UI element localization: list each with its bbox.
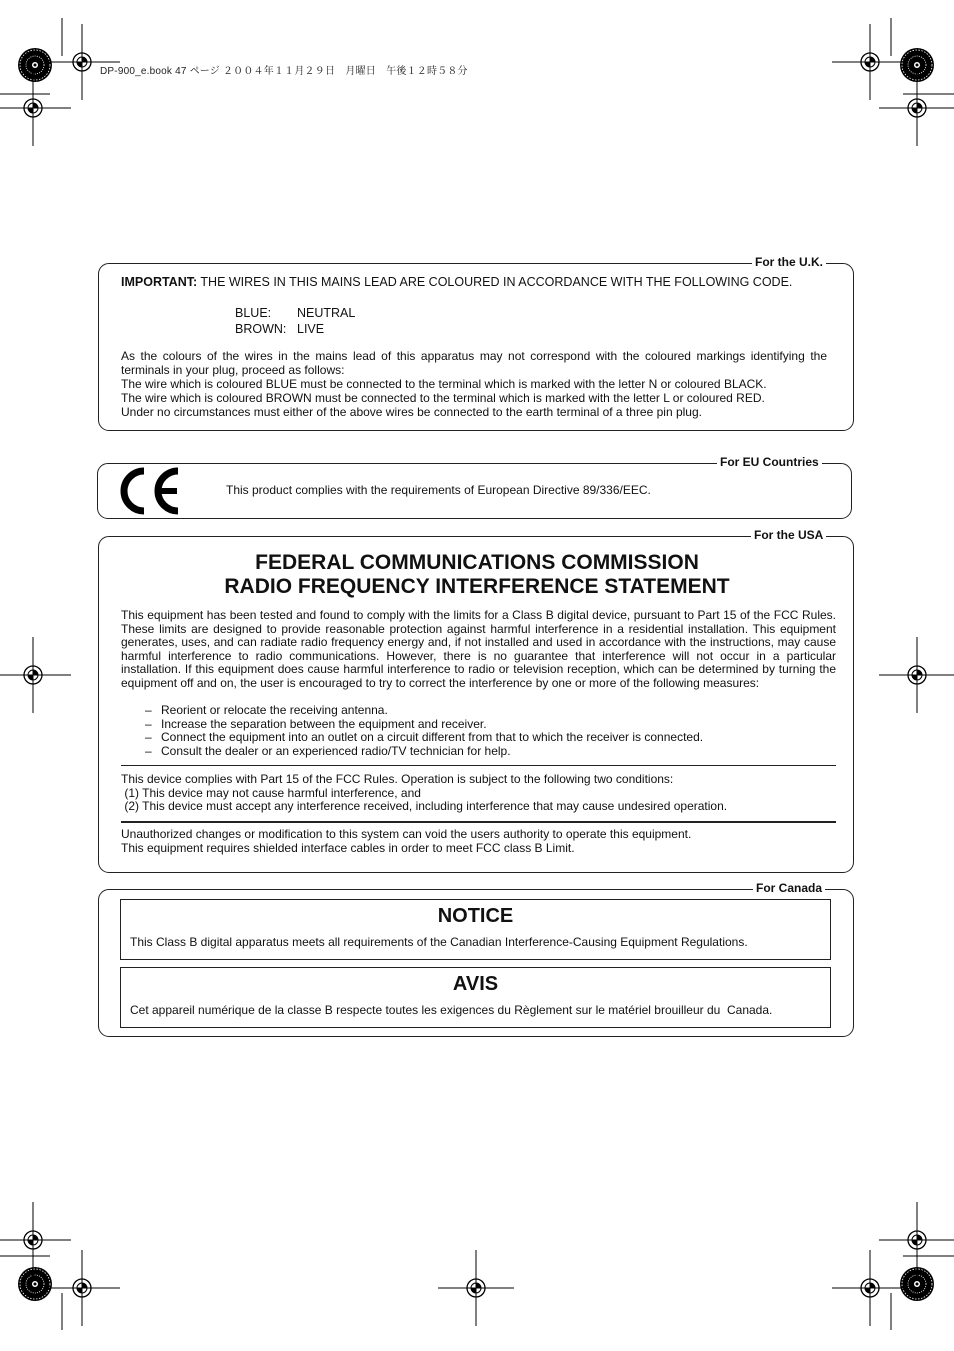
avis-text: Cet appareil numérique de la classe B respecte toutes les exigences du Règlement sur le matériel brouilleur du Canada. — [130, 1003, 773, 1017]
list-item: – Reorient or relocate the receiving antenna. — [121, 704, 836, 718]
print-header: DP-900_e.book 47 ページ ２００４年１１月２９日 月曜日 午後１２時５８分 — [100, 66, 468, 77]
uk-line-earth: Under no circumstances must either of the above wires be connected to the earth terminal of a three pin plug. — [121, 405, 702, 419]
avis-title: AVIS — [452, 973, 499, 995]
list-item: – Consult the dealer or an experienced radio/TV technician for help. — [121, 745, 836, 759]
divider — [121, 765, 836, 766]
part15-intro: This device complies with Part 15 of the FCC Rules. Operation is subject to the following two conditions: — [121, 772, 674, 786]
uk-line-brown: The wire which is coloured BROWN must be connected to the terminal which is marked with the letter L or coloured RED. — [121, 391, 765, 405]
wire-code-table — [235, 305, 355, 337]
uk-line-blue: The wire which is coloured BLUE must be connected to the terminal which is marked with the letter N or coloured BLACK. — [121, 377, 767, 391]
ce-mark-logo — [117, 467, 183, 515]
list-item: – Connect the equipment into an outlet on a circuit different from that to which the receiver is connected. — [121, 731, 836, 745]
wire-code-row: BLUE: NEUTRAL — [235, 306, 356, 320]
uk-instructions — [121, 349, 827, 419]
fcc-notes — [121, 827, 836, 855]
condition-1: (1) This device may not cause harmful interference, and — [121, 785, 421, 800]
fcc-title-line2: RADIO FREQUENCY INTERFERENCE STATEMENT — [224, 575, 730, 598]
unauthorized-changes-note: Unauthorized changes or modification to this system can void the users authority to operate this equipment. — [121, 827, 692, 841]
notice-title: NOTICE — [437, 905, 514, 927]
wire-code-row: BROWN: LIVE — [235, 322, 325, 336]
condition-2: (2) This device must accept any interference received, including interference that may cause undesired operation. — [121, 799, 728, 814]
eu-label: For EU Countries — [717, 455, 822, 469]
canada-label: For Canada — [753, 881, 825, 895]
divider — [121, 821, 836, 823]
fcc-statement: This equipment has been tested and found to comply with the limits for a Class B digital device, pursuant to Part 15 of the FCC Rules. These limits are designed to provide reasonable protection against harmful interference in a residential installation. This equipment generates, uses, and can radiate radio frequency energy and, if not installed and used in accordance with the instructions, may cause harmful interference to radio communications. However, there is no guarantee that interference will not occur in a particular installation. If this equipment does cause harmful interference to radio or television reception, which can be determined by turning the equipment off and on, the user is encouraged to try to correct the interference by one or more of the following measures: — [121, 608, 836, 690]
part15-conditions — [121, 773, 836, 814]
shielded-cables-note: This equipment requires shielded interface cables in order to meet FCC class B Limit. — [121, 841, 575, 855]
list-item: – Increase the separation between the equipment and receiver. — [121, 718, 836, 732]
uk-paragraph: As the colours of the wires in the mains lead of this apparatus may not correspond with the coloured markings identifying the terminals in your plug, proceed as follows: — [121, 349, 827, 377]
fcc-title-line1: FEDERAL COMMUNICATIONS COMMISSION — [255, 551, 699, 574]
interference-measures-list — [121, 704, 836, 758]
avis-box — [120, 967, 831, 1028]
notice-box — [120, 899, 831, 960]
uk-label: For the U.K. — [752, 255, 826, 269]
eu-directive-text: This product complies with the requirements of European Directive 89/336/EEC. — [226, 483, 651, 497]
important-text: THE WIRES IN THIS MAINS LEAD ARE COLOURED IN ACCORDANCE WITH THE FOLLOWING CODE. — [197, 275, 793, 289]
notice-text: This Class B digital apparatus meets all requirements of the Canadian Interference-Causing Equipment Regulations. — [130, 935, 748, 949]
important-label: IMPORTANT: — [121, 275, 198, 289]
usa-label: For the USA — [751, 528, 826, 542]
uk-important — [121, 275, 831, 290]
